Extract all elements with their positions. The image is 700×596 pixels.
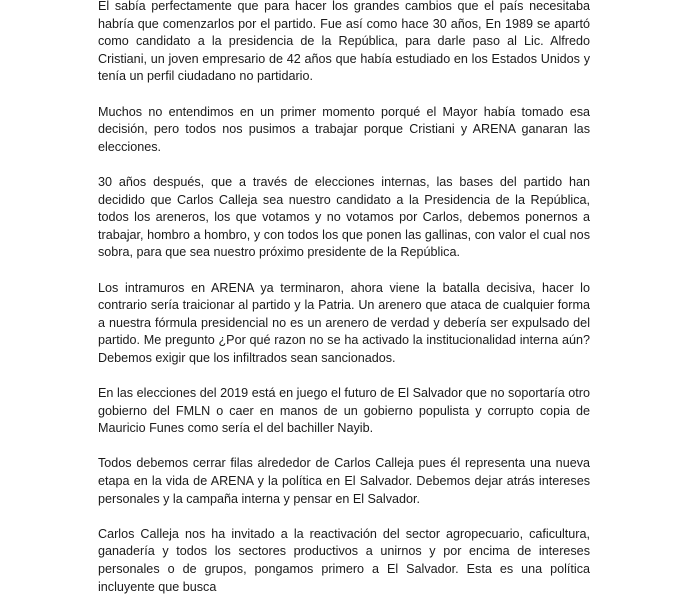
paragraph-4: Los intramuros en ARENA ya terminaron, ahora viene la batalla decisiva, hacer lo contrario sería traicionar al partido y la Patria. Un arenero que ataca de cualquier forma a nuestra fórmula presidencial no es un arenero de verdad y debería ser expulsado del partido. Me pregunto ¿Por qué razon no se ha activado la institucionalidad interna aún? Debemos exigir que los infiltrados sean sancionados.	[98, 280, 590, 365]
paragraph-1: El sabía perfectamente que para hacer los grandes cambios que el país necesitaba habría que comenzarlos por el partido. Fue así como hace 30 años, En 1989 se apartó como candidato a la presidencia de la República, para darle paso al Lic. Alfredo Cristiani, un joven empresario de 42 años que había estudiado en los Estados Unidos y tenía un perfil ciudadano no partidario.	[98, 0, 590, 84]
paragraph-6: Todos debemos cerrar filas alrededor de Carlos Calleja pues él representa una nueva etapa en la vida de ARENA y la política en El Salvador. Debemos dejar atrás intereses personales y la campaña interna y pensar en El Salvador.	[98, 456, 590, 506]
paragraph-3: 30 años después, que a través de elecciones internas, las bases del partido han decidido que Carlos Calleja sea nuestro candidato a la Presidencia de la República, todos los areneros, los que votamos y no votamos por Carlos, debemos ponernos a trabajar, hombro a hombro, y con todos los que ponen las gallinas, con valor el cual nos sobra, para que sea nuestro próximo presidente de la República.	[98, 174, 590, 260]
paragraph-5: En las elecciones del 2019 está en juego el futuro de El Salvador que no soportaría otro gobierno del FMLN o caer en manos de un gobierno populista y corrupto copia de Mauricio Funes como sería el del bachiller Nayib.	[98, 386, 590, 436]
paragraph-2: Muchos no entendimos en un primer momento porqué el Mayor había tomado esa decisión, pero todos nos pusimos a trabajar porque Cristiani y ARENA ganaran las elecciones.	[98, 104, 590, 154]
paragraph-7: Carlos Calleja nos ha invitado a la reactivación del sector agropecuario, caficultura, ganadería y todos los sectores productivos a unirnos y por encima de intereses personales o de grupos, pongamos primero a El Salvador. Esta es una política incluyente que busca	[98, 526, 590, 594]
document-page	[98, 0, 590, 596]
